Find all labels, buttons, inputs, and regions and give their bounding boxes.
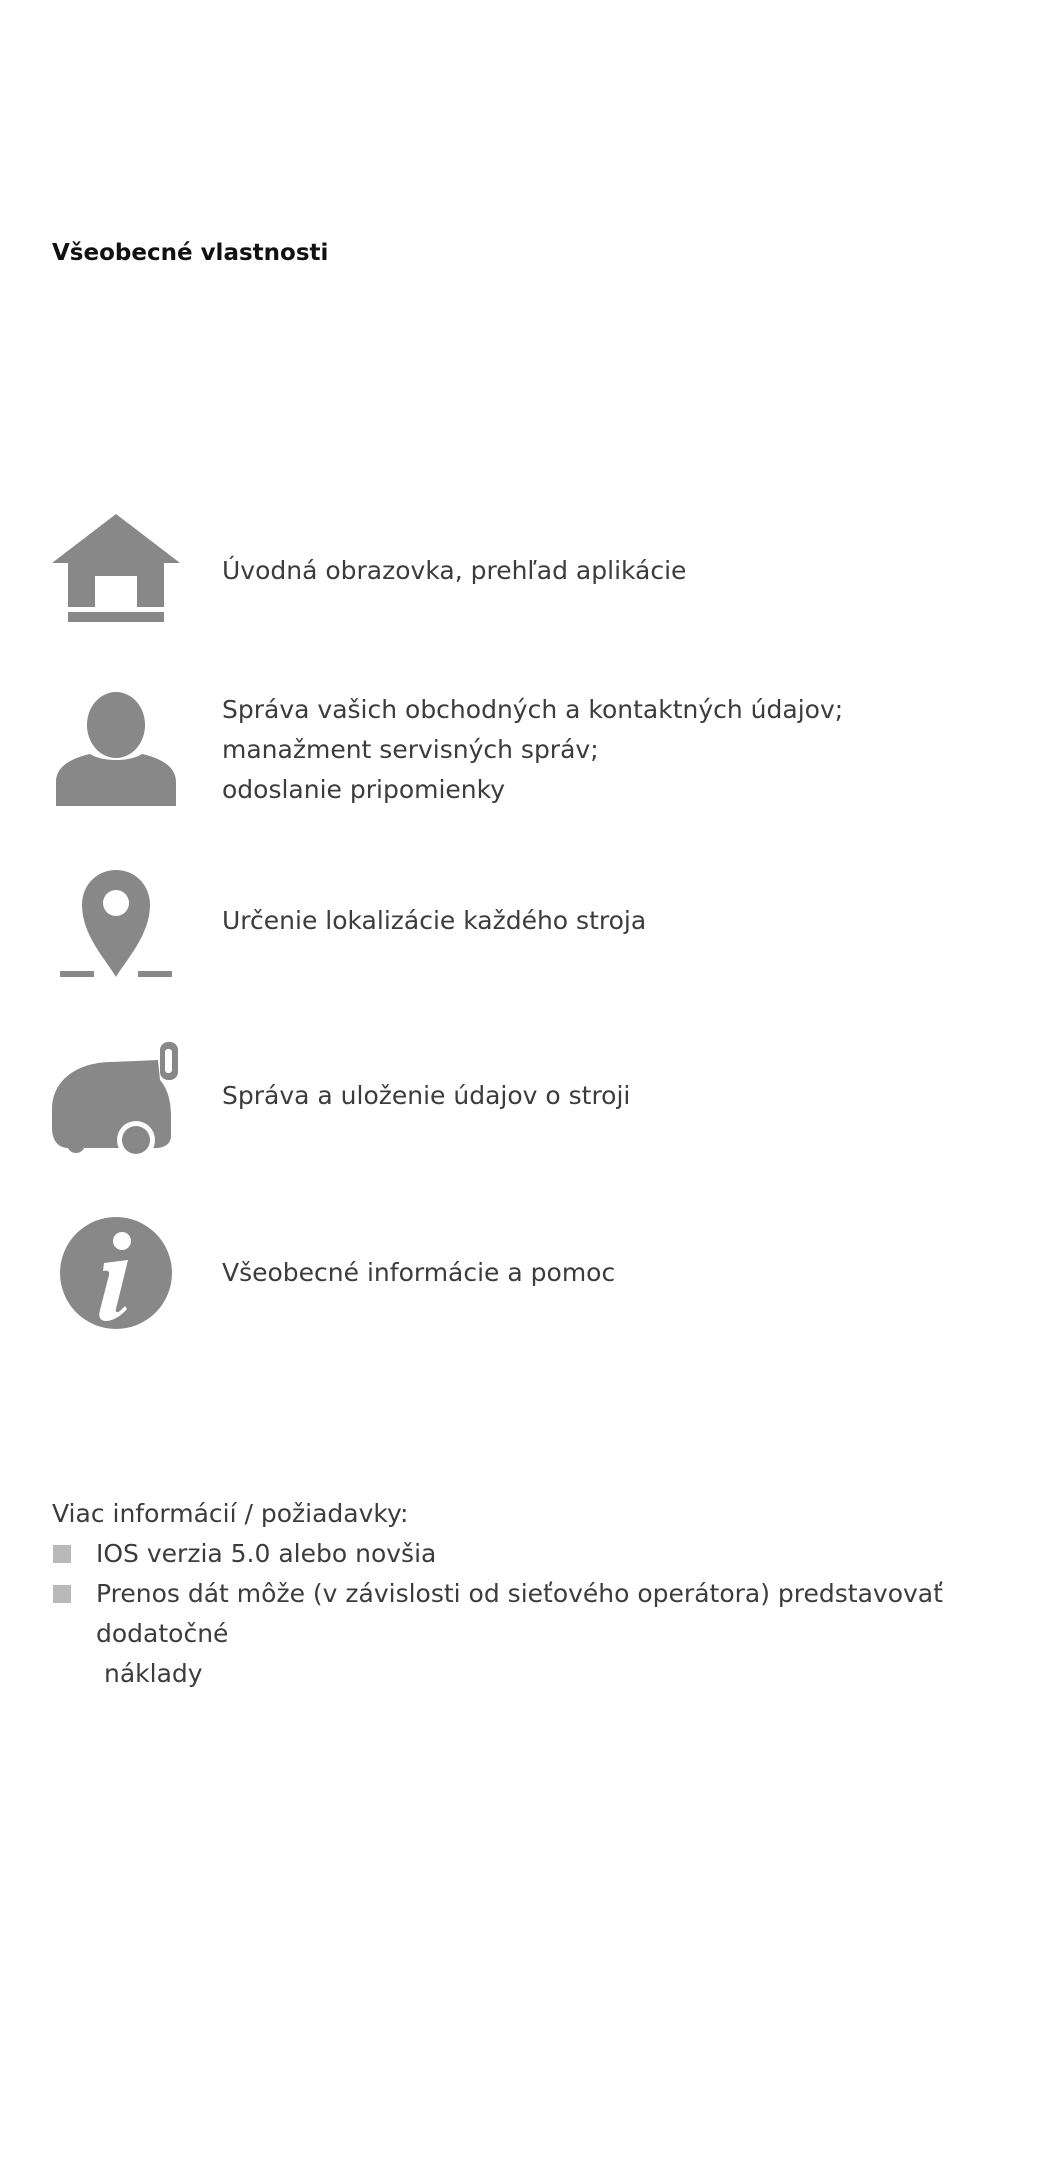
requirement-ios-text: IOS verzia 5.0 alebo novšia: [96, 1539, 437, 1568]
info-icon: [50, 1213, 182, 1333]
feature-user-line-2: manažment servisných správ;: [222, 735, 599, 764]
requirements-list: [52, 1534, 1032, 1694]
location-pin-icon: [50, 865, 182, 985]
home-icon: [50, 510, 182, 630]
requirement-item-data-costs: [52, 1574, 1032, 1694]
requirement-item-ios: [52, 1534, 1032, 1574]
section-title: Všeobecné vlastnosti: [52, 240, 329, 266]
requirement-data-costs-line-1: Prenos dát môže (v závislosti od sieťového operátora) predstavovať dodatočné: [96, 1579, 943, 1648]
feature-user-line-1: Správa vašich obchodných a kontaktných údajov;: [222, 695, 844, 724]
feature-user-line-3: odoslanie pripomienky: [222, 775, 506, 804]
more-info-title: Viac informácií / požiadavky:: [52, 1499, 409, 1528]
requirement-data-costs-line-2: náklady: [104, 1659, 203, 1688]
feature-info-text: Všeobecné informácie a pomoc: [222, 1258, 616, 1287]
square-bullet-icon: [53, 1545, 71, 1563]
user-icon: [50, 690, 182, 810]
square-bullet-icon: [53, 1585, 71, 1603]
feature-location-text: Určenie lokalizácie každého stroja: [222, 906, 647, 935]
machine-icon: [50, 1040, 182, 1160]
feature-home-text: Úvodná obrazovka, prehľad aplikácie: [222, 556, 687, 585]
feature-machine-text: Správa a uloženie údajov o stroji: [222, 1081, 631, 1110]
